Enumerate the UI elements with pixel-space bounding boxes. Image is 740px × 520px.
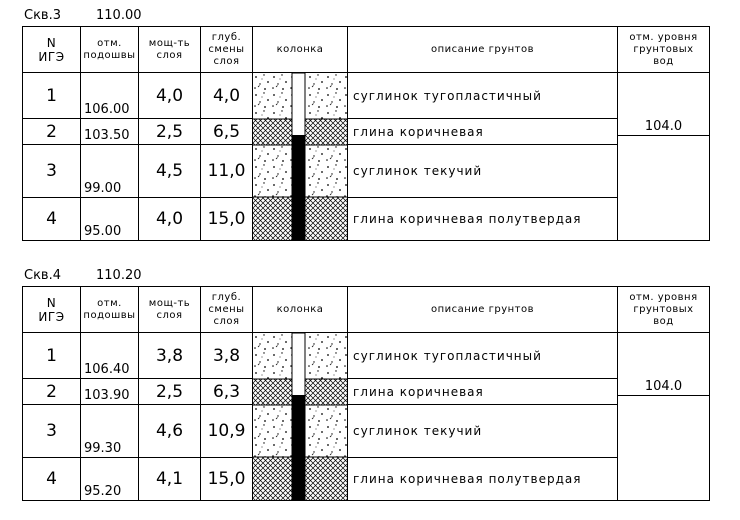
header-groundwater: отм. уровня грунтовых вод — [618, 27, 710, 73]
groundwater-cell — [618, 73, 710, 241]
layer-number: 2 — [23, 119, 81, 145]
layer-number: 1 — [23, 73, 81, 119]
header-groundwater: отм. уровня грунтовых вод — [618, 287, 710, 333]
layer-description: глина коричневая — [348, 119, 618, 145]
groundwater-line — [618, 395, 709, 396]
column-drawing — [253, 333, 347, 500]
layer-depth: 10,9 — [201, 405, 253, 457]
layer-description: суглинок текучий — [348, 145, 618, 197]
layer-number: 3 — [23, 405, 81, 457]
header-description: описание грунтов — [348, 287, 618, 333]
layer-description: глина коричневая полутвердая — [348, 457, 618, 500]
well-table — [22, 26, 710, 241]
layer-thickness: 4,6 — [139, 405, 201, 457]
layer-base-elevation: 95.20 — [81, 457, 139, 500]
layer-depth: 6,5 — [201, 119, 253, 145]
groundwater-cell — [618, 333, 710, 501]
header-description: описание грунтов — [348, 27, 618, 73]
layer-depth: 4,0 — [201, 73, 253, 119]
header-number: N ИГЭ — [23, 287, 81, 333]
header-number: N ИГЭ — [23, 27, 81, 73]
layer-base-elevation: 106.00 — [81, 73, 139, 119]
layer-thickness: 4,1 — [139, 457, 201, 500]
layer-depth: 3,8 — [201, 333, 253, 379]
layer-depth: 15,0 — [201, 197, 253, 240]
layer-description: суглинок текучий — [348, 405, 618, 457]
groundwater-line — [618, 135, 709, 136]
well-elevation: 110.00 — [96, 8, 142, 23]
layer-description: глина коричневая полутвердая — [348, 197, 618, 240]
header-depth: глуб. смены слоя — [201, 287, 253, 333]
header-thickness: мощ-ть слоя — [139, 27, 201, 73]
stratigraphic-column — [253, 73, 348, 241]
layer-thickness: 4,0 — [139, 73, 201, 119]
layer-number: 3 — [23, 145, 81, 197]
layer-thickness: 2,5 — [139, 379, 201, 405]
layer-thickness: 3,8 — [139, 333, 201, 379]
stratigraphic-column — [253, 333, 348, 501]
layer-thickness: 2,5 — [139, 119, 201, 145]
layer-number: 1 — [23, 333, 81, 379]
header-base-elevation: отм. подошвы — [81, 287, 139, 333]
layer-base-elevation: 95.00 — [81, 197, 139, 240]
well-table — [22, 286, 710, 501]
layer-base-elevation: 103.90 — [81, 379, 139, 405]
layer-number: 4 — [23, 197, 81, 240]
layer-thickness: 4,0 — [139, 197, 201, 240]
layer-description: суглинок тугопластичный — [348, 333, 618, 379]
layer-number: 4 — [23, 457, 81, 500]
layer-description: суглинок тугопластичный — [348, 73, 618, 119]
well-elevation: 110.20 — [96, 268, 142, 283]
layer-base-elevation: 106.40 — [81, 333, 139, 379]
layer-thickness: 4,5 — [139, 145, 201, 197]
layer-description: глина коричневая — [348, 379, 618, 405]
groundwater-level: 104.0 — [644, 119, 683, 134]
column-drawing — [253, 73, 347, 240]
header-column: колонка — [253, 287, 348, 333]
layer-depth: 6,3 — [201, 379, 253, 405]
layer-base-elevation: 99.30 — [81, 405, 139, 457]
well-title: Скв.4 — [24, 268, 61, 283]
well-title: Скв.3 — [24, 8, 61, 23]
header-depth: глуб. смены слоя — [201, 27, 253, 73]
groundwater-level: 104.0 — [644, 379, 683, 394]
header-column: колонка — [253, 27, 348, 73]
layer-depth: 11,0 — [201, 145, 253, 197]
layer-depth: 15,0 — [201, 457, 253, 500]
header-thickness: мощ-ть слоя — [139, 287, 201, 333]
layer-number: 2 — [23, 379, 81, 405]
layer-base-elevation: 99.00 — [81, 145, 139, 197]
layer-base-elevation: 103.50 — [81, 119, 139, 145]
header-base-elevation: отм. подошвы — [81, 27, 139, 73]
